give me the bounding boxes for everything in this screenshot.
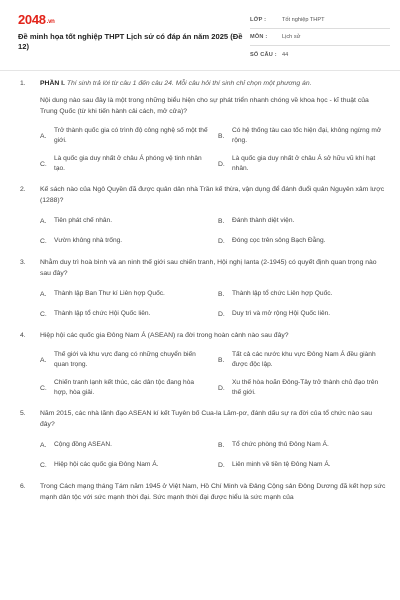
answer-letter: C. bbox=[40, 160, 47, 168]
answer-option[interactable] bbox=[218, 287, 386, 301]
answer-letter: C. bbox=[40, 310, 47, 318]
document-title: Đề minh họa tốt nghiệp THPT Lịch sử có đáp án năm 2025 (Đề 12) bbox=[18, 32, 243, 51]
part-header bbox=[40, 78, 386, 89]
logo-suffix: .vn bbox=[46, 19, 55, 25]
answer-option[interactable] bbox=[218, 377, 386, 399]
meta-label: MÔN : bbox=[250, 34, 268, 40]
answer-text: Là quốc gia duy nhất ở châu Á sở hữu vũ khí hạt nhân. bbox=[232, 155, 376, 172]
answer-option[interactable] bbox=[218, 214, 386, 228]
answer-text: Là quốc gia duy nhất ở châu Á phóng vệ tinh nhân tạo. bbox=[54, 155, 202, 172]
answer-letter: D. bbox=[218, 310, 225, 318]
answer-text: Chiến tranh lạnh kết thúc, các dân tộc đang hòa hợp, hòa giải. bbox=[54, 379, 195, 396]
answer-option[interactable] bbox=[218, 458, 386, 472]
question bbox=[20, 257, 386, 321]
answer-text: Có hệ thống tàu cao tốc hiện đại, không ngừng mở rộng. bbox=[232, 127, 382, 144]
answer-text: Trở thành quốc gia có trình độ công nghệ số một thế giới. bbox=[54, 127, 208, 144]
answer-letter: A. bbox=[40, 132, 47, 140]
meta-label: SỐ CÂU : bbox=[250, 51, 277, 58]
logo-main: 2048 bbox=[18, 12, 46, 27]
question-number: 6. bbox=[20, 483, 26, 490]
answer-options bbox=[40, 287, 386, 321]
answer-letter: C. bbox=[40, 461, 47, 469]
site-logo[interactable] bbox=[18, 12, 55, 27]
question-body bbox=[40, 481, 386, 503]
answer-letter: A. bbox=[40, 441, 47, 449]
answer-letter: B. bbox=[218, 132, 225, 140]
answer-letter: C. bbox=[40, 384, 47, 392]
question bbox=[20, 184, 386, 248]
question-body bbox=[40, 78, 386, 175]
question bbox=[20, 78, 386, 175]
answer-option[interactable] bbox=[218, 234, 386, 248]
meta-info bbox=[250, 12, 390, 63]
answer-option[interactable] bbox=[40, 287, 208, 301]
meta-row-subject bbox=[250, 29, 390, 46]
answer-text: Đánh thành diệt viện. bbox=[232, 217, 295, 224]
answer-letter: A. bbox=[40, 290, 47, 298]
answer-text: Xu thế hòa hoãn Đông-Tây trở thành chủ đạo trên thế giới. bbox=[232, 379, 379, 396]
meta-row-class bbox=[250, 12, 390, 29]
answer-text: Tổ chức phòng thủ Đông Nam Á. bbox=[232, 441, 329, 448]
answer-text: Thành lập Ban Thư kí Liên hợp Quốc. bbox=[54, 290, 165, 297]
answer-letter: D. bbox=[218, 384, 225, 392]
answer-option[interactable] bbox=[40, 349, 208, 371]
answer-letter: D. bbox=[218, 160, 225, 168]
answer-letter: A. bbox=[40, 217, 47, 225]
question-list bbox=[20, 78, 386, 512]
answer-option[interactable] bbox=[40, 125, 208, 147]
answer-option[interactable] bbox=[218, 438, 386, 452]
answer-option[interactable] bbox=[40, 377, 208, 399]
answer-letter: B. bbox=[218, 217, 225, 225]
answer-text: Thế giới và khu vực đang có những chuyển biến quan trọng. bbox=[54, 351, 196, 368]
answer-text: Duy trì và mở rộng Hội Quốc liên. bbox=[232, 310, 331, 317]
part-instruction: Thí sinh trả lời từ câu 1 đến câu 24. Mỗi câu hỏi thí sinh chỉ chọn một phương án. bbox=[66, 80, 312, 87]
answer-letter: A. bbox=[40, 356, 47, 364]
question-text: Hiệp hội các quốc gia Đông Nam Á (ASEAN) ra đời trong hoàn cảnh nào sau đây? bbox=[40, 332, 289, 339]
answer-options bbox=[40, 214, 386, 248]
question-number: 5. bbox=[20, 410, 26, 417]
header bbox=[0, 0, 400, 66]
answer-letter: B. bbox=[218, 441, 225, 449]
answer-option[interactable] bbox=[40, 307, 208, 321]
meta-value: Lịch sử bbox=[282, 34, 301, 40]
answer-text: Tiên phát chế nhân. bbox=[54, 217, 113, 224]
question bbox=[20, 408, 386, 472]
answer-text: Hiệp hội các quốc gia Đông Nam Á. bbox=[54, 461, 159, 468]
answer-letter: C. bbox=[40, 237, 47, 245]
answer-option[interactable] bbox=[218, 125, 386, 147]
answer-letter: B. bbox=[218, 356, 225, 364]
answer-text: Đóng cọc trên sông Bạch Đằng. bbox=[232, 237, 326, 244]
question-body bbox=[40, 257, 386, 321]
answer-option[interactable] bbox=[40, 234, 208, 248]
answer-option[interactable] bbox=[218, 307, 386, 321]
header-divider bbox=[0, 70, 400, 71]
question-text: Nhằm duy trì hoà bình và an ninh thế giới sau chiến tranh, Hội nghị Ianta (2-1945) có quyết định quan trọng nào sau đây? bbox=[40, 259, 377, 277]
meta-label: LỚP : bbox=[250, 17, 267, 23]
question bbox=[20, 481, 386, 503]
question-body bbox=[40, 184, 386, 248]
answer-options bbox=[40, 438, 386, 472]
question-body bbox=[40, 408, 386, 472]
answer-text: Liên minh về tiền tệ Đông Nam Á. bbox=[232, 461, 331, 468]
question-text: Trong Cách mạng tháng Tám năm 1945 ở Việt Nam, Hồ Chí Minh và Đảng Cộng sản Đông Dương đã kết hợp sức mạnh dân tộc với sức mạnh thời đại. Sức mạnh thời đại được hiểu là sức mạnh của bbox=[40, 483, 386, 501]
answer-text: Thành lập tổ chức Hội Quốc liên. bbox=[54, 310, 151, 317]
answer-option[interactable] bbox=[40, 153, 208, 175]
question-body bbox=[40, 330, 386, 399]
answer-text: Tất cả các nước khu vực Đông Nam Á đều giành được độc lập. bbox=[232, 351, 376, 368]
answer-option[interactable] bbox=[40, 214, 208, 228]
meta-value: 44 bbox=[282, 51, 289, 58]
answer-text: Vườn không nhà trống. bbox=[54, 237, 123, 244]
question-text: Kế sách nào của Ngô Quyền đã được quân dân nhà Trần kế thừa, vận dụng để đánh đuổi quân Nguyên xâm lược (1288)? bbox=[40, 186, 385, 204]
question-text: Năm 2015, các nhà lãnh đạo ASEAN kí kết Tuyên bố Cua-la Lăm-pơ, đánh dấu sự ra đời của tổ chức nào sau đây? bbox=[40, 410, 372, 428]
question-number: 1. bbox=[20, 80, 26, 87]
answer-option[interactable] bbox=[40, 458, 208, 472]
answer-letter: D. bbox=[218, 237, 225, 245]
answer-options bbox=[40, 349, 386, 399]
question-number: 3. bbox=[20, 259, 26, 266]
question-number: 4. bbox=[20, 332, 26, 339]
part-label: PHẦN I. bbox=[40, 80, 65, 87]
answer-letter: D. bbox=[218, 461, 225, 469]
answer-options bbox=[40, 125, 386, 175]
answer-option[interactable] bbox=[40, 438, 208, 452]
answer-option[interactable] bbox=[218, 153, 386, 175]
meta-value: Tốt nghiệp THPT bbox=[282, 17, 325, 23]
answer-text: Cộng đồng ASEAN. bbox=[54, 441, 112, 448]
answer-text: Thành lập tổ chức Liên hợp Quốc. bbox=[232, 290, 333, 297]
answer-option[interactable] bbox=[218, 349, 386, 371]
question bbox=[20, 330, 386, 399]
question-number: 2. bbox=[20, 186, 26, 193]
question-text: Nội dung nào sau đây là một trong những biểu hiện cho sự phát triển nhanh chóng về khoa học - kĩ thuật của Trung Quốc (từ khi tiến hành cải cách, mở cửa)? bbox=[40, 97, 369, 115]
meta-row-count bbox=[250, 46, 390, 63]
answer-letter: B. bbox=[218, 290, 225, 298]
